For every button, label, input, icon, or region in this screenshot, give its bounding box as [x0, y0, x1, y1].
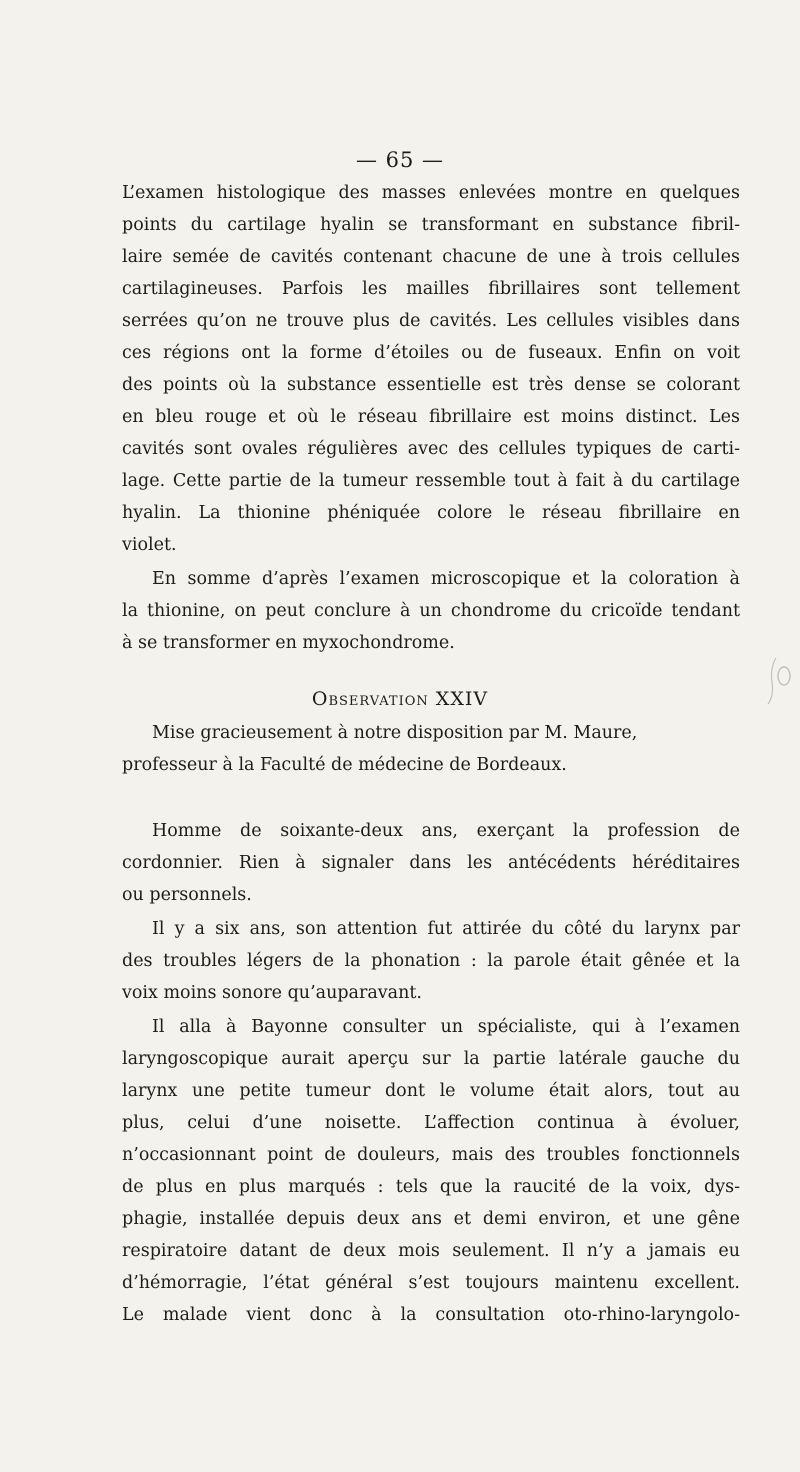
- observation-source-line: professeur à la Faculté de médecine de Bordeaux.: [122, 755, 567, 775]
- text-line: des points où la substance essentielle est très dense se colorant: [122, 375, 740, 395]
- text-line: phagie, installée depuis deux ans et demi environ, et une gêne: [122, 1209, 740, 1229]
- page-number: — 65 —: [355, 148, 445, 172]
- text-line: plus, celui d’une noisette. L’affection continua à évoluer,: [122, 1113, 740, 1133]
- text-line: voix moins sonore qu’auparavant.: [122, 983, 422, 1003]
- text-line: Il y a six ans, son attention fut attirée du côté du larynx par: [152, 919, 740, 939]
- text-line: Homme de soixante-deux ans, exerçant la profession de: [152, 821, 740, 841]
- observation-title: Observation XXIV: [311, 688, 489, 710]
- margin-pencil-mark-icon: [764, 652, 794, 706]
- text-line: cordonnier. Rien à signaler dans les antécédents héréditaires: [122, 853, 740, 873]
- text-line: respiratoire datant de deux mois seulement. Il n’y a jamais eu: [122, 1241, 740, 1261]
- text-line: serrées qu’on ne trouve plus de cavités. Les cellules visibles dans: [122, 311, 740, 331]
- text-line: points du cartilage hyalin se transformant en substance fibril-: [122, 215, 740, 235]
- text-line: laire semée de cavités contenant chacune de une à trois cellules: [122, 247, 740, 267]
- text-line: cavités sont ovales régulières avec des cellules typiques de carti-: [122, 439, 740, 459]
- text-line: violet.: [122, 535, 177, 555]
- text-line: Le malade vient donc à la consultation oto-rhino-laryngolo-: [122, 1305, 740, 1325]
- text-line: hyalin. La thionine phéniquée colore le réseau fibrillaire en: [122, 503, 740, 523]
- text-line: L’examen histologique des masses enlevées montre en quelques: [122, 183, 740, 203]
- text-line: laryngoscopique aurait aperçu sur la partie latérale gauche du: [122, 1049, 740, 1069]
- text-line: Il alla à Bayonne consulter un spécialiste, qui à l’examen: [152, 1017, 740, 1037]
- text-line: larynx une petite tumeur dont le volume était alors, tout au: [122, 1081, 740, 1101]
- text-line: à se transformer en myxochondrome.: [122, 633, 455, 653]
- observation-source-line: Mise gracieusement à notre disposition par M. Maure,: [152, 723, 638, 743]
- text-line: des troubles légers de la phonation : la parole était gênée et la: [122, 951, 740, 971]
- text-line: En somme d’après l’examen microscopique et la coloration à: [152, 569, 740, 589]
- text-line: ces régions ont la forme d’étoiles ou de fuseaux. Enfin on voit: [122, 343, 740, 363]
- text-line: la thionine, on peut conclure à un chondrome du cricoïde tendant: [122, 601, 740, 621]
- text-line: lage. Cette partie de la tumeur ressemble tout à fait à du cartilage: [122, 471, 740, 491]
- text-line: de plus en plus marqués : tels que la raucité de la voix, dys-: [122, 1177, 740, 1197]
- text-line: en bleu rouge et où le réseau fibrillaire est moins distinct. Les: [122, 407, 740, 427]
- text-line: n’occasionnant point de douleurs, mais des troubles fonctionnels: [122, 1145, 740, 1165]
- text-line: ou personnels.: [122, 885, 252, 905]
- text-line: d’hémorragie, l’état général s’est toujours maintenu excellent.: [122, 1273, 740, 1293]
- text-line: cartilagineuses. Parfois les mailles fibrillaires sont tellement: [122, 279, 740, 299]
